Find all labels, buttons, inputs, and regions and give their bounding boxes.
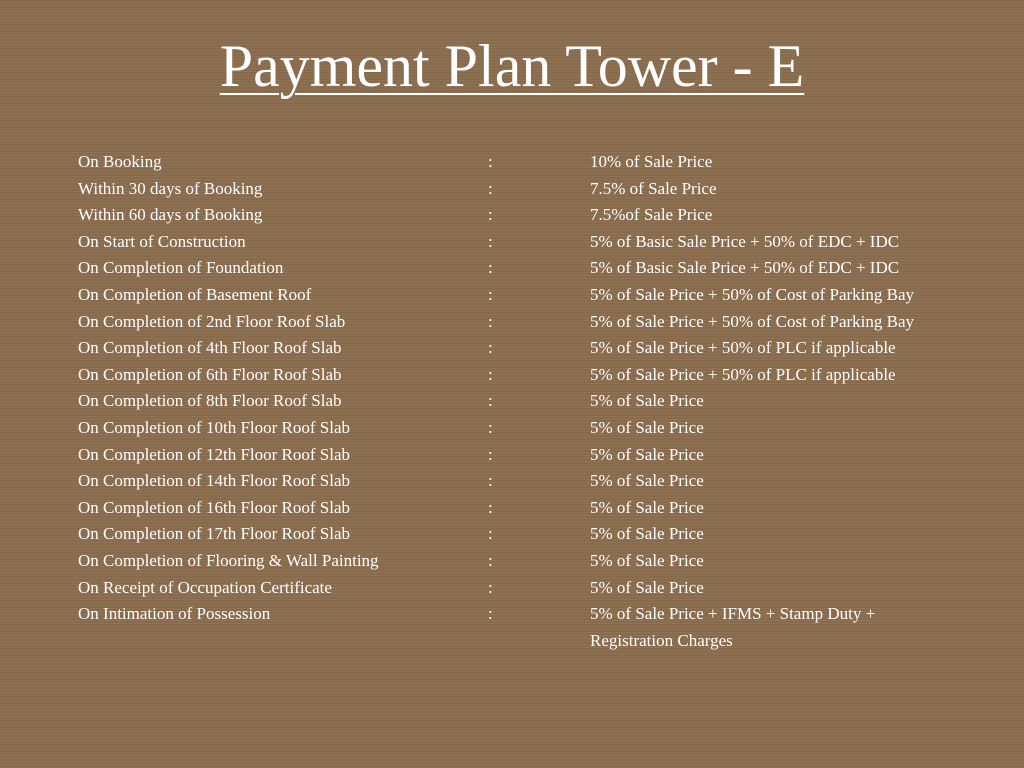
payment-amount: 5% of Sale Price + 50% of Cost of Parking Bay [590, 311, 915, 331]
separator: : [488, 311, 493, 331]
table-row [78, 495, 978, 522]
separator: : [488, 258, 493, 278]
separator: : [488, 604, 493, 624]
separator: : [488, 284, 493, 304]
separator: : [488, 524, 493, 544]
payment-amount: 5% of Sale Price [590, 497, 704, 517]
separator: : [488, 205, 493, 225]
table-row [78, 548, 978, 575]
payment-stage: On Completion of 2nd Floor Roof Slab [78, 311, 346, 331]
payment-amount: 5% of Basic Sale Price + 50% of EDC + IDC [590, 258, 900, 278]
payment-stage: On Completion of 10th Floor Roof Slab [78, 417, 350, 437]
separator: : [488, 152, 493, 171]
payment-amount: 5% of Sale Price + 50% of Cost of Parking Bay [590, 284, 915, 304]
payment-stage: On Completion of 14th Floor Roof Slab [78, 471, 350, 491]
page-title: Payment Plan Tower - E [219, 33, 805, 99]
payment-stage: On Completion of 4th Floor Roof Slab [78, 338, 342, 358]
separator: : [488, 364, 493, 384]
payment-stage: On Start of Construction [78, 231, 246, 251]
table-row [78, 229, 978, 256]
separator: : [488, 550, 493, 570]
payment-stage: On Intimation of Possession [78, 604, 271, 624]
payment-stage: On Completion of Basement Roof [78, 284, 312, 304]
payment-stage: On Completion of 8th Floor Roof Slab [78, 391, 342, 411]
payment-amount: 5% of Basic Sale Price + 50% of EDC + IDC [590, 231, 900, 251]
payment-amount: 5% of Sale Price + IFMS + Stamp Duty + Registration Charges [590, 604, 876, 650]
separator: : [488, 497, 493, 517]
payment-amount: 10% of Sale Price [590, 152, 713, 171]
table-row [78, 149, 978, 176]
payment-amount: 5% of Sale Price [590, 471, 704, 491]
payment-amount: 7.5% of Sale Price [590, 178, 717, 198]
payment-amount: 7.5%of Sale Price [590, 205, 713, 225]
table-row [78, 442, 978, 469]
separator: : [488, 471, 493, 491]
separator: : [488, 391, 493, 411]
separator: : [488, 417, 493, 437]
payment-amount: 5% of Sale Price + 50% of PLC if applicable [590, 364, 896, 384]
table-row [78, 202, 978, 229]
table-row [78, 468, 978, 495]
payment-stage: On Completion of 16th Floor Roof Slab [78, 497, 350, 517]
payment-amount: 5% of Sale Price [590, 444, 704, 464]
table-row [78, 362, 978, 389]
table-row [78, 601, 978, 654]
table-row [78, 255, 978, 282]
payment-amount: 5% of Sale Price + 50% of PLC if applicable [590, 338, 896, 358]
table-row [78, 415, 978, 442]
payment-amount: 5% of Sale Price [590, 391, 704, 411]
payment-stage: On Completion of 17th Floor Roof Slab [78, 524, 350, 544]
payment-stage: On Booking [78, 152, 162, 171]
separator: : [488, 178, 493, 198]
separator: : [488, 444, 493, 464]
separator: : [488, 577, 493, 597]
table-row [78, 176, 978, 203]
table-row [78, 521, 978, 548]
payment-stage: Within 60 days of Booking [78, 205, 263, 225]
payment-stage: On Completion of Flooring & Wall Painting [78, 550, 379, 570]
table-row [78, 575, 978, 602]
payment-amount: 5% of Sale Price [590, 524, 704, 544]
payment-amount: 5% of Sale Price [590, 417, 704, 437]
separator: : [488, 231, 493, 251]
table-row [78, 335, 978, 362]
separator: : [488, 338, 493, 358]
payment-amount: 5% of Sale Price [590, 550, 704, 570]
table-row [78, 309, 978, 336]
payment-amount: 5% of Sale Price [590, 577, 704, 597]
payment-stage: Within 30 days of Booking [78, 178, 263, 198]
payment-stage: On Completion of 12th Floor Roof Slab [78, 444, 350, 464]
table-row [78, 388, 978, 415]
table-row [78, 282, 978, 309]
payment-plan-table [78, 149, 978, 654]
payment-stage: On Receipt of Occupation Certificate [78, 577, 332, 597]
payment-stage: On Completion of Foundation [78, 258, 284, 278]
payment-stage: On Completion of 6th Floor Roof Slab [78, 364, 342, 384]
